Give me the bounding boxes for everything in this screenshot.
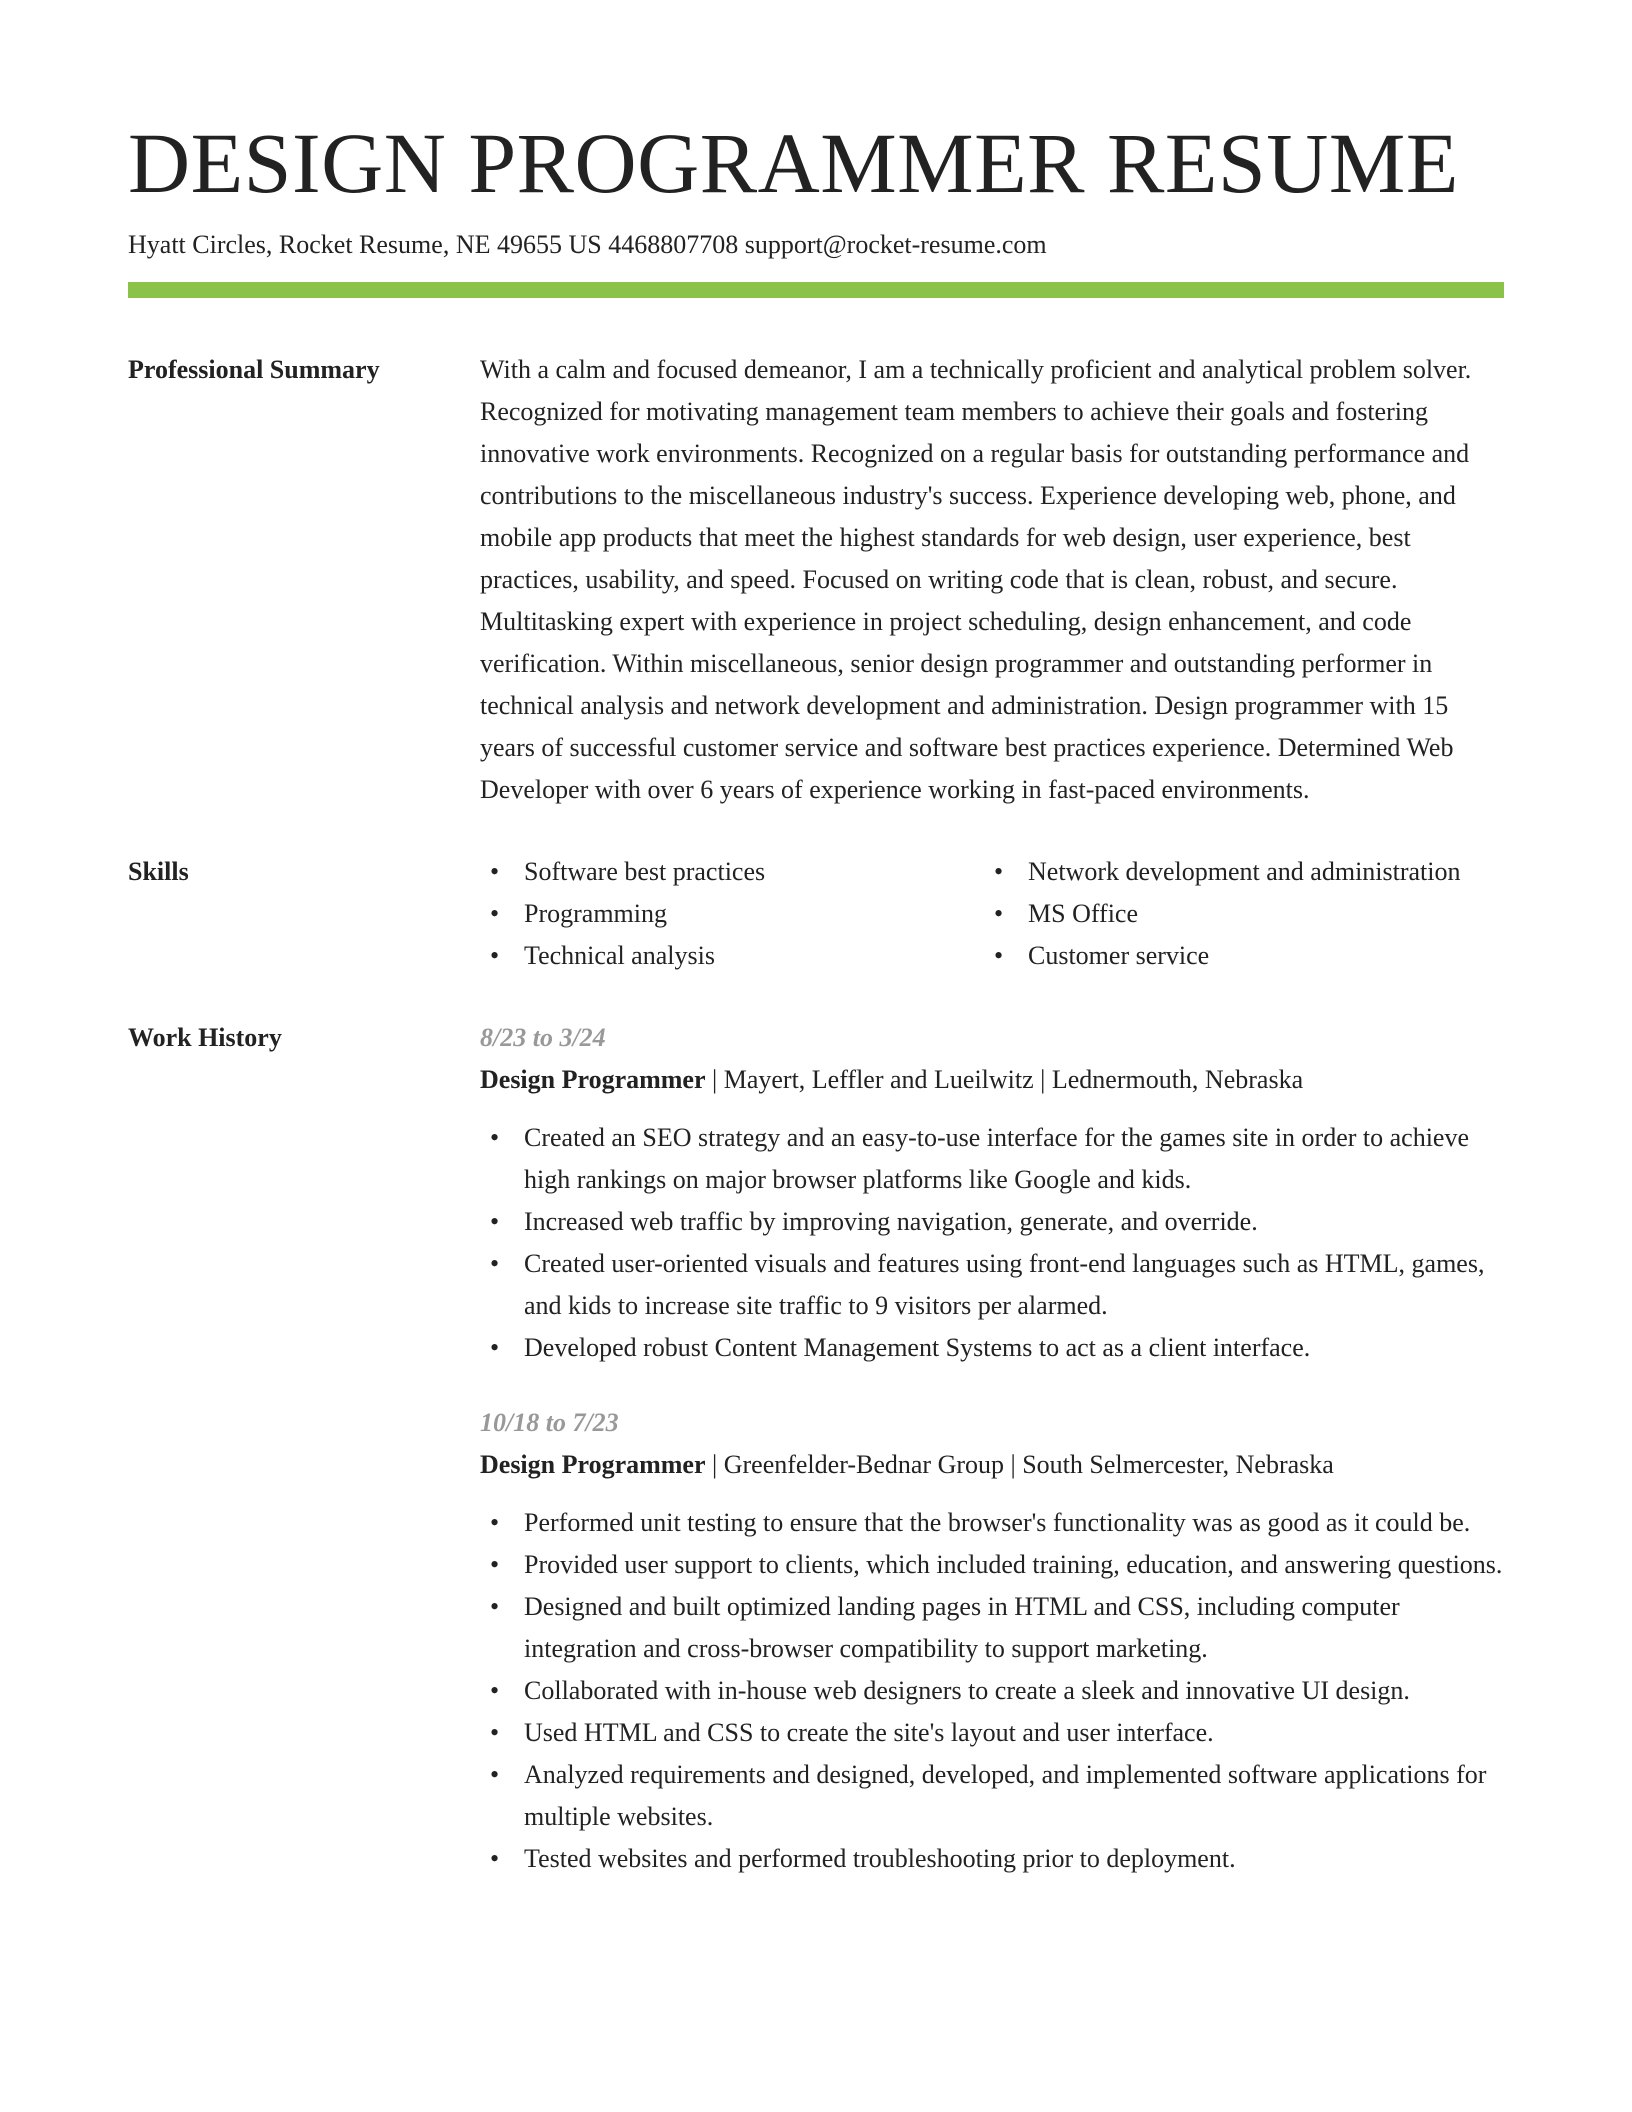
work-history-section [128, 1017, 1504, 1880]
job-bullets [480, 1117, 1504, 1369]
job-heading [480, 1059, 1504, 1101]
skills-list-right [984, 851, 1484, 977]
summary-text: With a calm and focused demeanor, I am a technically proficient and analytical problem solver. Recognized for motivating management team members to achieve their goals and fostering innovative work environments. Recognized on a regular basis for outstanding performance and contributions to the miscellaneous industry's success. Experience developing web, phone, and mobile app products that meet the highest standards for web design, user experience, best practices, usability, and speed. Focused on writing code that is clean, robust, and secure. Multitasking expert with experience in project scheduling, design enhancement, and code verification. Within miscellaneous, senior design programmer and outstanding performer in technical analysis and network development and administration. Design programmer with 15 years of successful customer service and software best practices experience. Determined Web Developer with over 6 years of experience working in fast-paced environments. [480, 355, 1472, 805]
resume-page [128, 115, 1504, 1880]
section-label-work-history: Work History [128, 1023, 282, 1053]
job-bullets [480, 1502, 1504, 1880]
job-title: Design Programmer [480, 1450, 706, 1480]
job-dates: 8/23 to 3/24 [480, 1023, 606, 1053]
skill-item: • Network development and administration [984, 851, 1484, 893]
job-details: | Greenfelder-Bednar Group | South Selmercester, Nebraska [705, 1450, 1334, 1480]
job-bullet: • Developed robust Content Management Systems to act as a client interface. [480, 1327, 1504, 1369]
job-bullet: • Tested websites and performed troubleshooting prior to deployment. [480, 1838, 1504, 1880]
job-entry [480, 1402, 1504, 1880]
section-label-skills: Skills [128, 857, 189, 887]
section-label-summary: Professional Summary [128, 355, 380, 385]
contact-line: Hyatt Circles, Rocket Resume, NE 49655 US 4468807708 support@rocket-resume.com [128, 230, 1047, 260]
resume-title: DESIGN PROGRAMMER RESUME [128, 115, 1459, 211]
job-details: | Mayert, Leffler and Lueilwitz | Lednermouth, Nebraska [705, 1065, 1304, 1095]
accent-divider [128, 282, 1504, 298]
job-dates: 10/18 to 7/23 [480, 1408, 619, 1438]
skill-item: • Customer service [984, 935, 1484, 977]
job-bullet: • Designed and built optimized landing pages in HTML and CSS, including computer integration and cross-browser compatibility to support marketing. [480, 1586, 1504, 1670]
job-bullet: • Performed unit testing to ensure that the browser's functionality was as good as it could be. [480, 1502, 1504, 1544]
job-bullet: • Increased web traffic by improving navigation, generate, and override. [480, 1201, 1504, 1243]
skills-section [128, 851, 1504, 977]
job-bullet: • Provided user support to clients, which included training, education, and answering questions. [480, 1544, 1504, 1586]
professional-summary-section [128, 349, 1504, 811]
job-bullet: • Analyzed requirements and designed, developed, and implemented software applications for multiple websites. [480, 1754, 1504, 1838]
skills-list-left [480, 851, 984, 977]
job-entry [480, 1017, 1504, 1369]
job-bullet: • Used HTML and CSS to create the site's layout and user interface. [480, 1712, 1504, 1754]
skill-item: • Software best practices [480, 851, 984, 893]
skill-item: • Programming [480, 893, 984, 935]
job-bullet: • Collaborated with in-house web designers to create a sleek and innovative UI design. [480, 1670, 1504, 1712]
job-heading [480, 1444, 1504, 1486]
job-bullet: • Created user-oriented visuals and features using front-end languages such as HTML, games, and kids to increase site traffic to 9 visitors per alarmed. [480, 1243, 1504, 1327]
job-bullet: • Created an SEO strategy and an easy-to-use interface for the games site in order to achieve high rankings on major browser platforms like Google and kids. [480, 1117, 1504, 1201]
skill-item: • Technical analysis [480, 935, 984, 977]
skill-item: • MS Office [984, 893, 1484, 935]
job-title: Design Programmer [480, 1065, 706, 1095]
